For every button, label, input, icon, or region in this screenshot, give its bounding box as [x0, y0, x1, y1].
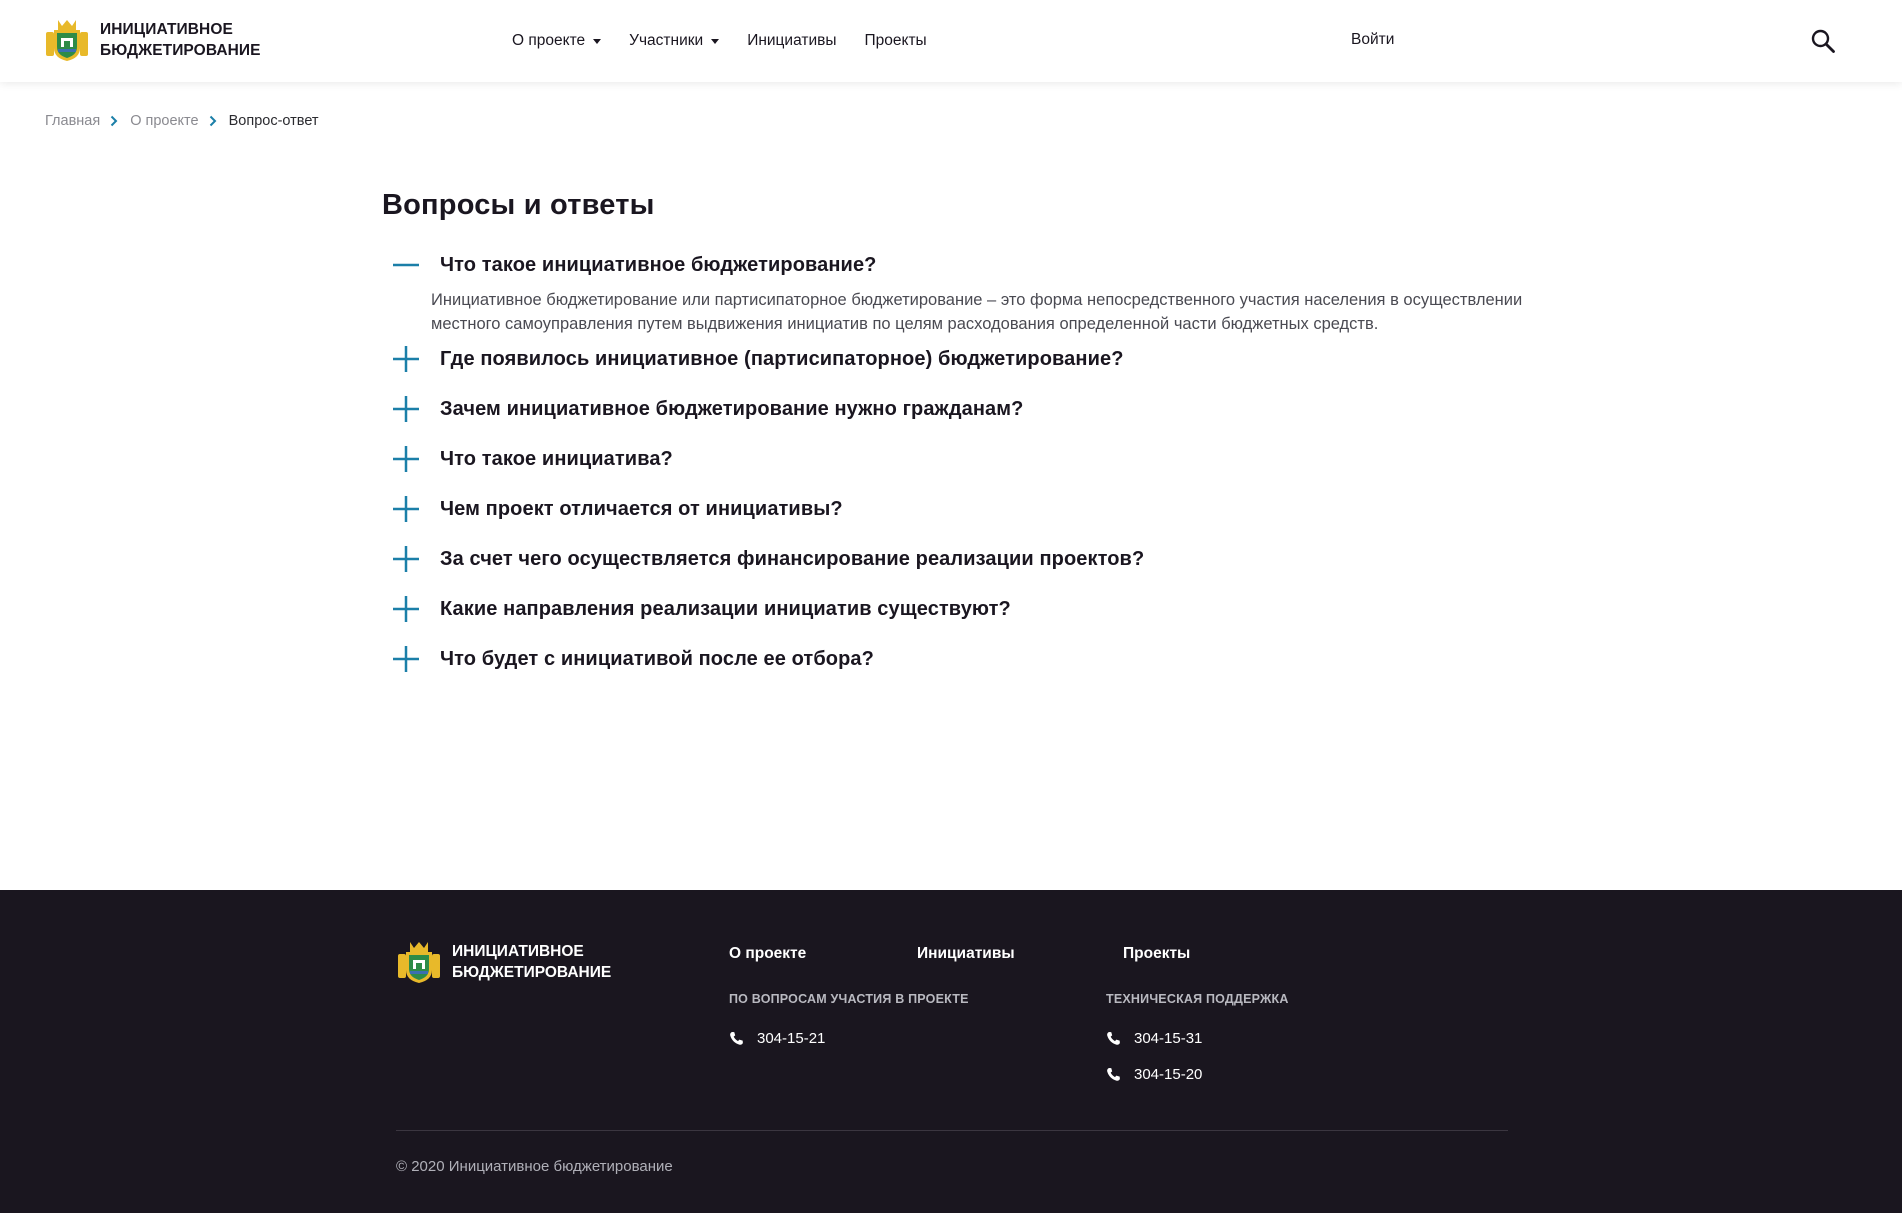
faq-item — [392, 644, 1512, 674]
coat-of-arms-icon — [44, 18, 90, 62]
plus-icon — [392, 345, 420, 373]
faq-question-toggle[interactable] — [392, 344, 1512, 374]
faq-item — [392, 494, 1512, 524]
faq-question-text: Где появилось инициативное (партисипаторное) бюджетирование? — [440, 347, 1124, 370]
plus-icon — [392, 645, 420, 673]
faq-question-toggle[interactable] — [392, 644, 1512, 674]
footer-link-initiatives[interactable]: Инициативы — [917, 945, 1015, 962]
footer-link-about[interactable]: О проекте — [729, 945, 807, 962]
site-logo[interactable] — [44, 18, 261, 62]
nav-initiatives[interactable] — [747, 32, 836, 50]
faq-item — [392, 444, 1512, 474]
plus-icon — [392, 395, 420, 423]
logo-line-1: ИНИЦИАТИВНОЕ — [100, 21, 233, 38]
faq-item — [392, 394, 1512, 424]
breadcrumb-current: Вопрос-ответ — [228, 113, 319, 129]
phone-icon — [1106, 1031, 1121, 1046]
faq-question-text: Какие направления реализации инициатив существуют? — [440, 597, 1011, 620]
faq-question-text: Что будет с инициативой после ее отбора? — [440, 647, 874, 670]
breadcrumb — [45, 113, 319, 129]
support-phone-number: 304-15-31 — [1134, 1030, 1203, 1047]
caret-down-icon — [593, 39, 601, 44]
faq-question-text: Что такое инициатива? — [440, 447, 673, 470]
faq-question-text: За счет чего осуществляется финансирование реализации проектов? — [440, 547, 1145, 570]
faq-question-toggle[interactable] — [392, 494, 1512, 524]
plus-icon — [392, 445, 420, 473]
breadcrumb-home[interactable]: Главная — [45, 113, 101, 129]
faq-question-text: Что такое инициативное бюджетирование? — [440, 253, 877, 276]
nav-projects-label: Проекты — [864, 32, 927, 49]
support-heading: ТЕХНИЧЕСКАЯ ПОДДЕРЖКА — [1106, 992, 1289, 1006]
faq-question-text: Чем проект отличается от инициативы? — [440, 497, 843, 520]
footer-divider — [396, 1130, 1508, 1131]
coat-of-arms-icon — [396, 940, 442, 984]
faq-question-toggle[interactable] — [392, 544, 1512, 574]
footer-logo-line-1: ИНИЦИАТИВНОЕ — [452, 943, 584, 960]
copyright-text: © 2020 Инициативное бюджетирование — [396, 1158, 673, 1175]
site-footer — [0, 890, 1902, 1213]
footer-link-projects[interactable]: Проекты — [1123, 945, 1191, 962]
page-title: Вопросы и ответы — [382, 189, 655, 221]
faq-item — [392, 594, 1512, 624]
faq-question-toggle[interactable] — [392, 394, 1512, 424]
site-header — [0, 0, 1902, 82]
faq-question-text: Зачем инициативное бюджетирование нужно гражданам? — [440, 397, 1024, 420]
footer-logo[interactable] — [396, 940, 611, 984]
search-icon[interactable] — [1810, 28, 1836, 54]
faq-question-toggle[interactable] — [392, 594, 1512, 624]
footer-logo-text — [452, 941, 611, 983]
nav-projects[interactable] — [865, 32, 927, 50]
chevron-right-icon — [109, 115, 119, 127]
login-link[interactable]: Войти — [1351, 31, 1395, 48]
nav-about-label: О проекте — [512, 32, 586, 49]
faq-item — [392, 250, 1523, 336]
breadcrumb-about[interactable]: О проекте — [130, 113, 199, 129]
participation-heading: ПО ВОПРОСАМ УЧАСТИЯ В ПРОЕКТЕ — [729, 992, 969, 1006]
faq-answer-text: Инициативное бюджетирование или партисипаторное бюджетирование – это форма непосредственного участия населения в осуществлении местного самоуправления путем выдвижения инициатив по целям расходования определенной части бюджетных средств. — [431, 291, 1523, 333]
nav-participants-label: Участники — [629, 32, 704, 49]
faq-item — [392, 544, 1512, 574]
plus-icon — [392, 495, 420, 523]
plus-icon — [392, 545, 420, 573]
participation-phone-number: 304-15-21 — [757, 1030, 826, 1047]
support-phone-number: 304-15-20 — [1134, 1066, 1203, 1083]
nav-participants[interactable] — [629, 32, 719, 50]
nav-about[interactable] — [512, 32, 601, 50]
faq-list — [392, 250, 1523, 694]
footer-logo-line-2: БЮДЖЕТИРОВАНИЕ — [452, 964, 612, 981]
phone-icon — [1106, 1067, 1121, 1082]
chevron-right-icon — [208, 115, 218, 127]
logo-line-2: БЮДЖЕТИРОВАНИЕ — [100, 42, 261, 59]
main-nav — [512, 0, 955, 82]
faq-item — [392, 344, 1512, 374]
support-phone[interactable] — [1106, 1030, 1202, 1047]
nav-initiatives-label: Инициативы — [747, 32, 837, 49]
caret-down-icon — [711, 39, 719, 44]
minus-icon — [392, 251, 420, 279]
support-phone[interactable] — [1106, 1066, 1202, 1083]
participation-phone[interactable] — [729, 1030, 825, 1047]
faq-question-toggle[interactable] — [392, 250, 1512, 280]
logo-text — [100, 19, 261, 61]
plus-icon — [392, 595, 420, 623]
faq-question-toggle[interactable] — [392, 444, 1512, 474]
phone-icon — [729, 1031, 744, 1046]
